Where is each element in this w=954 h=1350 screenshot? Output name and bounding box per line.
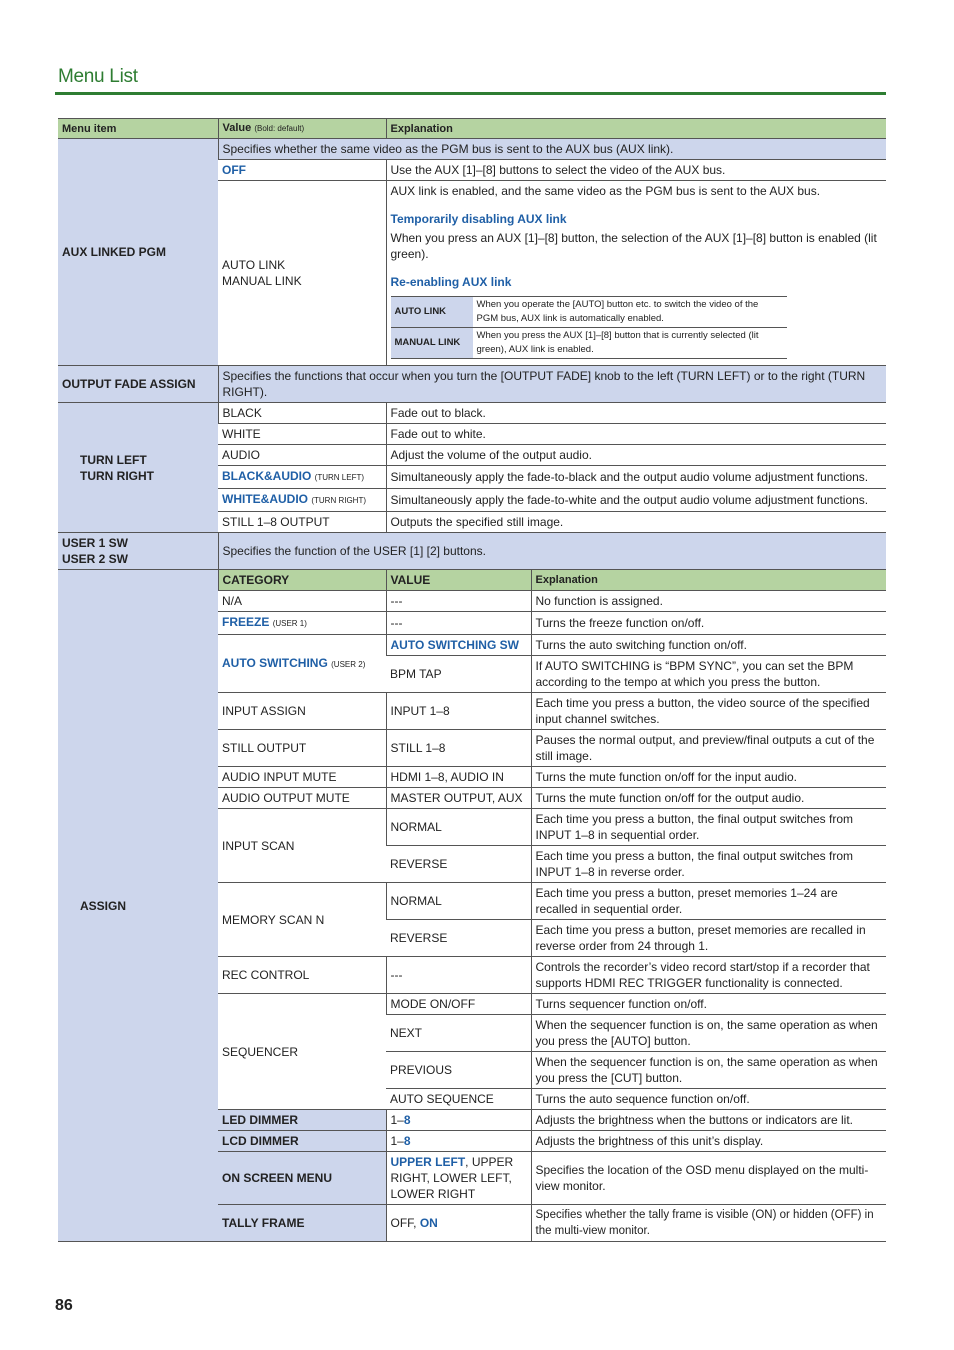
header-value: Value (Bold: default) — [218, 119, 386, 139]
value-cell: STILL 1–8 — [386, 730, 531, 767]
value-cell: BLACK — [218, 403, 386, 424]
assign-header-row — [58, 570, 886, 591]
explanation-cell: Simultaneously apply the fade-to-black and the output audio volume adjustment functions. — [386, 466, 886, 489]
value-cell: BLACK&AUDIO (TURN LEFT) — [218, 466, 386, 489]
key-auto-link: AUTO LINK — [391, 297, 473, 328]
value-cell: NEXT — [386, 1015, 531, 1052]
explanation-cell: Turns sequencer function on/off. — [531, 994, 886, 1015]
explanation-cell: Each time you press a button, the final output switches from INPUT 1–8 in reverse order. — [531, 846, 886, 883]
key-manual-link: MANUAL LINK — [391, 328, 473, 359]
header-explanation: Explanation — [531, 570, 886, 591]
category-cell: INPUT SCAN — [218, 809, 386, 883]
value-cell: AUTO LINK MANUAL LINK — [218, 181, 386, 366]
menu-item-lcd-dimmer: LCD DIMMER — [218, 1131, 386, 1152]
table-row — [58, 533, 886, 570]
explanation-cell: Adjusts the brightness when the buttons or indicators are lit. — [531, 1110, 886, 1131]
menu-item-on-screen-menu: ON SCREEN MENU — [218, 1152, 386, 1205]
value-cell: INPUT 1–8 — [386, 693, 531, 730]
category-cell: AUDIO OUTPUT MUTE — [218, 788, 386, 809]
explanation-cell: No function is assigned. — [531, 591, 886, 612]
category-cell: SEQUENCER — [218, 994, 386, 1110]
category-cell: N/A — [218, 591, 386, 612]
header-value: VALUE — [386, 570, 531, 591]
category-cell: AUDIO INPUT MUTE — [218, 767, 386, 788]
category-cell: INPUT ASSIGN — [218, 693, 386, 730]
category-cell: STILL OUTPUT — [218, 730, 386, 767]
title-rule — [55, 92, 886, 95]
explanation-cell: Turns the auto switching function on/off. — [531, 635, 886, 656]
explanation-cell: If AUTO SWITCHING is “BPM SYNC”, you can set the BPM according to the tempo at which you press the button. — [531, 656, 886, 693]
value-cell: MASTER OUTPUT, AUX — [386, 788, 531, 809]
value-cell: WHITE — [218, 424, 386, 445]
value-cell: STILL 1–8 OUTPUT — [218, 512, 386, 533]
explanation-cell: Turns the auto sequence function on/off. — [531, 1089, 886, 1110]
row-description: Specifies the functions that occur when you turn the [OUTPUT FADE] knob to the left (TURN LEFT) or to the right (TURN RIGHT). — [218, 366, 886, 403]
menu-item-tally-frame: TALLY FRAME — [218, 1205, 386, 1242]
value-cell: --- — [386, 591, 531, 612]
value-cell: AUTO SWITCHING SW — [386, 635, 531, 656]
menu-item-led-dimmer: LED DIMMER — [218, 1110, 386, 1131]
explanation-cell: Use the AUX [1]–[8] buttons to select the video of the AUX bus. — [386, 160, 886, 181]
explanation-cell: Simultaneously apply the fade-to-white and the output audio volume adjustment functions. — [386, 489, 886, 512]
header-explanation: Explanation — [386, 119, 886, 139]
table-row — [58, 403, 886, 424]
explanation-cell: Turns the mute function on/off for the output audio. — [531, 788, 886, 809]
page-title: Menu List — [58, 66, 138, 87]
value-cell: AUTO SEQUENCE — [386, 1089, 531, 1110]
value-cell: NORMAL — [386, 883, 531, 920]
header-category: CATEGORY — [218, 570, 386, 591]
explanation-cell: Each time you press a button, preset memories are recalled in reverse order from 24 through 1. — [531, 920, 886, 957]
row-description: Specifies the function of the USER [1] [2] buttons. — [218, 533, 886, 570]
text-auto-link: When you operate the [AUTO] button etc. to switch the video of the PGM bus, AUX link is automatically enabled. — [473, 297, 787, 328]
value-cell: PREVIOUS — [386, 1052, 531, 1089]
explanation-cell: Adjust the volume of the output audio. — [386, 445, 886, 466]
value-cell: OFF — [218, 160, 386, 181]
value-cell: 1–8 — [386, 1131, 531, 1152]
value-cell: NORMAL — [386, 809, 531, 846]
value-cell: REVERSE — [386, 846, 531, 883]
explanation-cell: Adjusts the brightness of this unit’s display. — [531, 1131, 886, 1152]
table-row — [58, 139, 886, 160]
category-cell: REC CONTROL — [218, 957, 386, 994]
category-cell: MEMORY SCAN N — [218, 883, 386, 957]
table-header-row — [58, 119, 886, 139]
explanation-cell: Fade out to white. — [386, 424, 886, 445]
aux-link-mode-table — [391, 296, 787, 359]
explanation-cell: Turns the freeze function on/off. — [531, 612, 886, 635]
category-cell: FREEZE (USER 1) — [218, 612, 386, 635]
page-number: 86 — [55, 1297, 73, 1314]
text-manual-link: When you press the AUX [1]–[8] button that is currently selected (lit green), AUX link is enabled. — [473, 328, 787, 359]
value-cell: UPPER LEFT, UPPER RIGHT, LOWER LEFT, LOWER RIGHT — [386, 1152, 531, 1205]
explanation-cell: Specifies whether the tally frame is visible (ON) or hidden (OFF) in the multi-view monitor. — [531, 1205, 886, 1242]
explanation-cell: Outputs the specified still image. — [386, 512, 886, 533]
explanation-cell: Specifies the location of the OSD menu displayed on the multi-view monitor. — [531, 1152, 886, 1205]
menu-item-turn-left-right: TURN LEFT TURN RIGHT — [58, 403, 218, 533]
explanation-cell: When the sequencer function is on, the same operation as when you press the [AUTO] button. — [531, 1015, 886, 1052]
menu-item-aux-linked-pgm: AUX LINKED PGM — [58, 139, 218, 366]
explanation-cell: Pauses the normal output, and preview/final outputs a cut of the still image. — [531, 730, 886, 767]
value-cell: AUDIO — [218, 445, 386, 466]
menu-item-user-sw: USER 1 SW USER 2 SW — [58, 533, 218, 570]
explanation-cell: Controls the recorder’s video record start/stop if a recorder that supports HDMI REC TRIGGER functionality is connected. — [531, 957, 886, 994]
subheading-temp-disable: Temporarily disabling AUX link — [390, 212, 567, 226]
value-cell: WHITE&AUDIO (TURN RIGHT) — [218, 489, 386, 512]
value-cell: 1–8 — [386, 1110, 531, 1131]
explanation-cell: Each time you press a button, the video source of the specified input channel switches. — [531, 693, 886, 730]
header-menu-item: Menu item — [58, 119, 218, 139]
value-cell: --- — [386, 957, 531, 994]
value-cell: OFF, ON — [386, 1205, 531, 1242]
menu-item-assign: ASSIGN — [58, 570, 218, 1242]
explanation-cell: Each time you press a button, the final output switches from INPUT 1–8 in sequential order. — [531, 809, 886, 846]
value-cell: --- — [386, 612, 531, 635]
explanation-cell: AUX link is enabled, and the same video as the PGM bus is sent to the AUX bus. Temporarily disabling AUX link When you press an AUX [1]–[8] button, the selection of the AUX [1]–[8] button is enabled (lit green). Re-enabling AUX link AUTO LINK When you operate the [AUTO] button etc. to switch the video of the PGM bus, AUX link is automatically enabled. MANUAL LINK When you press the AUX [1]–[8] button that is currently selected (lit green), AUX link is enabled. — [386, 181, 886, 366]
row-description: Specifies whether the same video as the PGM bus is sent to the AUX bus (AUX link). — [218, 139, 886, 160]
value-cell: REVERSE — [386, 920, 531, 957]
explanation-cell: Turns the mute function on/off for the input audio. — [531, 767, 886, 788]
category-cell: AUTO SWITCHING (USER 2) — [218, 635, 386, 693]
explanation-cell: When the sequencer function is on, the same operation as when you press the [CUT] button. — [531, 1052, 886, 1089]
value-cell: HDMI 1–8, AUDIO IN — [386, 767, 531, 788]
explanation-cell: Each time you press a button, preset memories 1–24 are recalled in sequential order. — [531, 883, 886, 920]
menu-list-table — [58, 118, 886, 1242]
value-cell: MODE ON/OFF — [386, 994, 531, 1015]
explanation-cell: Fade out to black. — [386, 403, 886, 424]
subheading-reenable: Re-enabling AUX link — [390, 275, 512, 289]
value-cell: BPM TAP — [386, 656, 531, 693]
menu-item-output-fade-assign: OUTPUT FADE ASSIGN — [58, 366, 218, 403]
table-row — [58, 366, 886, 403]
